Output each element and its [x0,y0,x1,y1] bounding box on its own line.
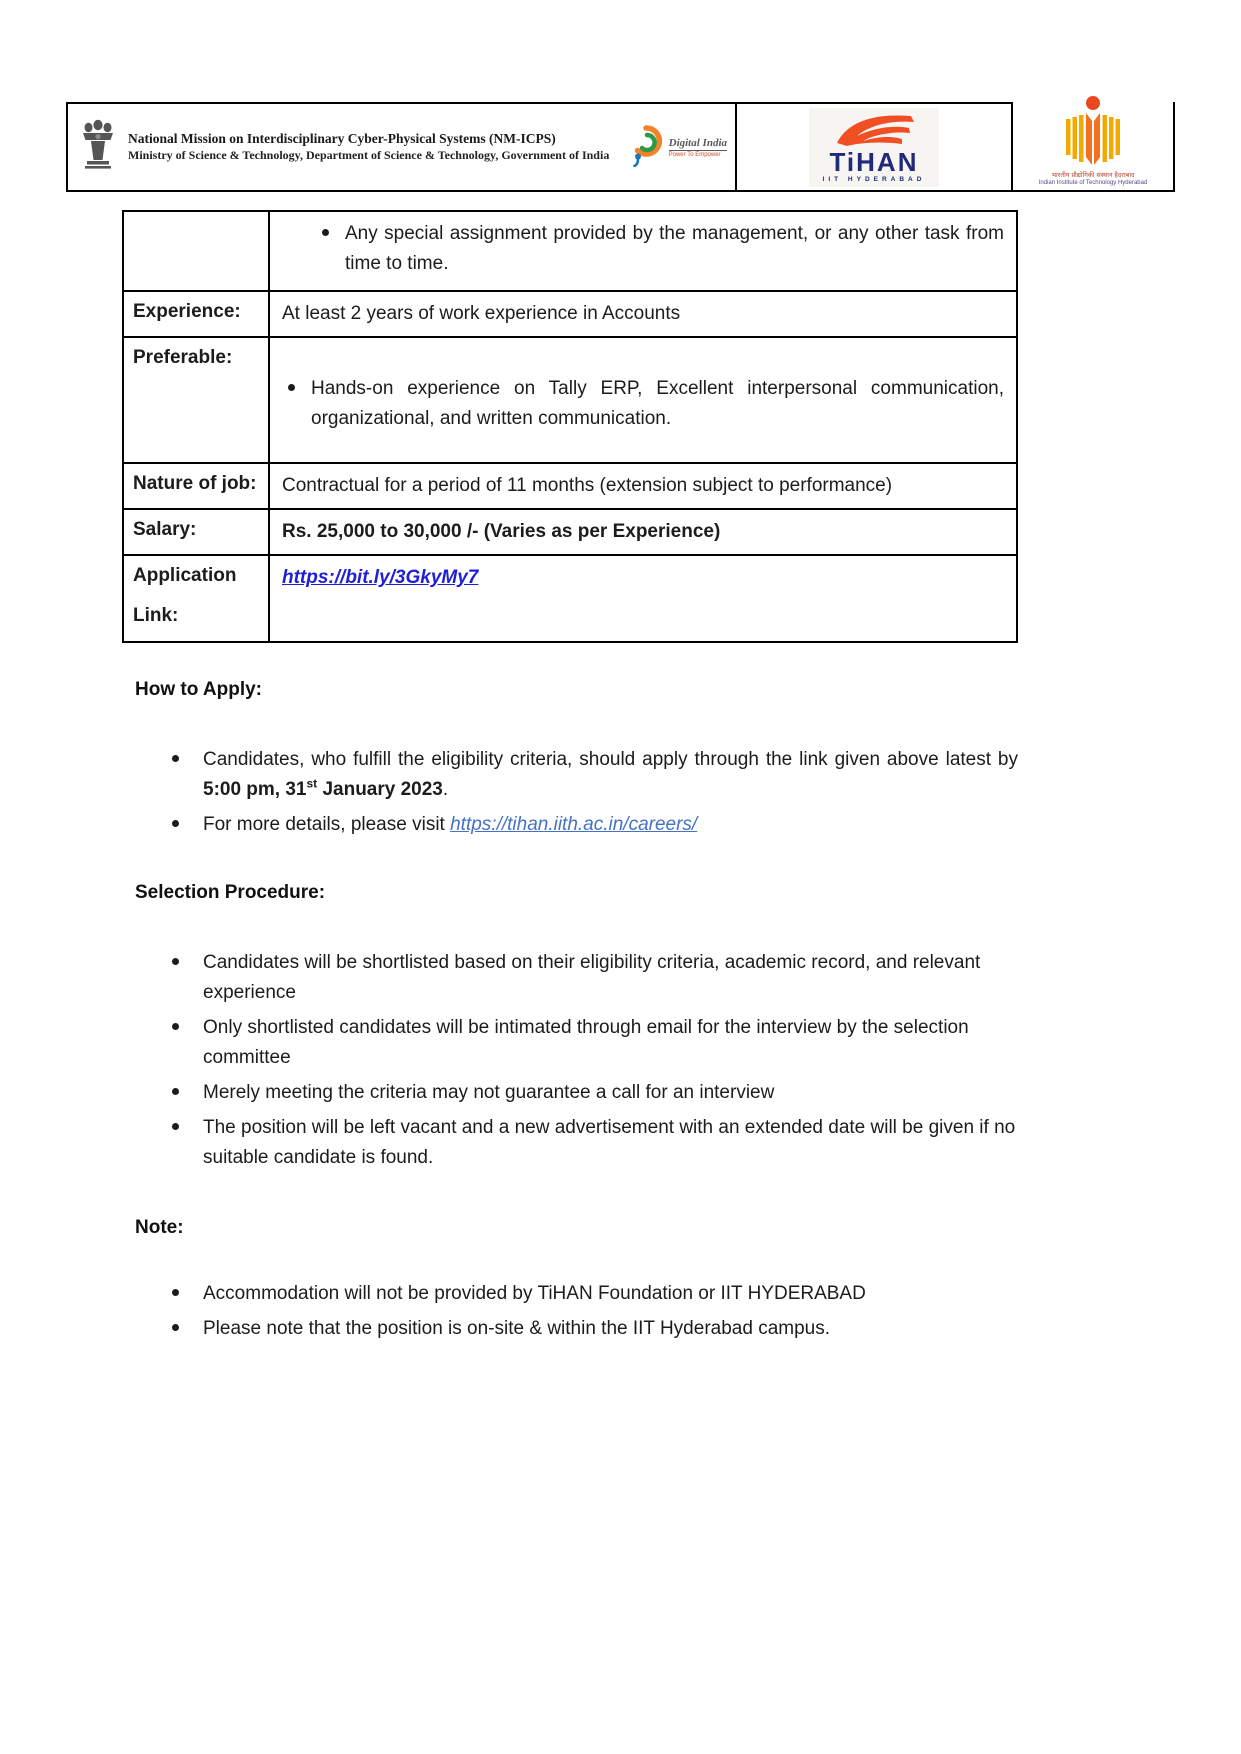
bullet-text: Hands-on experience on Tally ERP, Excellent interpersonal communication, organizational, and written communication. [311,378,1004,429]
careers-link[interactable]: https://tihan.iith.ac.in/careers/ [450,814,698,835]
table-row [123,509,1017,555]
tihan-wordmark: TiHAN [829,146,919,177]
tihan-header-cell [737,102,1013,192]
iith-book-icon [1060,95,1126,170]
row-label [123,555,269,642]
digital-india-logo [627,123,729,172]
row-label-line1: Application [133,565,237,586]
list-item [172,1078,1018,1108]
job-details-table [122,210,1018,643]
note-item-text: Please note that the position is on-site & within the IIT Hyderabad campus. [203,1318,830,1339]
digital-india-swirl-icon [627,123,665,172]
bullet-icon [172,1113,179,1173]
apply-deadline-date: January 2023 [317,779,443,800]
row-value: Rs. 25,000 to 30,000 /- (Varies as per Experience) [269,509,1017,555]
list-item [172,1314,1018,1344]
iith-caption-english: Indian Institute of Technology Hyderabad [1038,179,1148,186]
row-value: Contractual for a period of 11 months (extension subject to performance) [269,463,1017,509]
how-to-apply-heading: How to Apply: [135,679,262,700]
apply-deadline-time: 5:00 pm, 31 [203,779,307,800]
selection-item-text: Only shortlisted candidates will be intimated through email for the interview by the selection committee [203,1017,969,1068]
table-row [123,291,1017,337]
iith-header-cell [1013,102,1175,192]
apply-deadline-text [203,745,1018,805]
how-to-apply-list [172,745,1018,840]
selection-item-text: Merely meeting the criteria may not guarantee a call for an interview [203,1082,775,1103]
nmicps-header-cell [66,102,737,192]
bullet-icon [172,810,179,840]
row-label: Experience: [123,291,269,337]
bullet-icon [172,1314,179,1344]
row-label: Preferable: [123,337,269,463]
digital-india-tagline: Power To Empower [668,151,721,158]
bullet-icon [288,374,295,434]
table-row [123,337,1017,463]
org-title: National Mission on Interdisciplinary Cyber-Physical Systems (NM-ICPS) [128,131,556,147]
digital-india-name: Digital India [668,136,727,149]
tihan-logo [809,108,939,187]
header-strip [66,102,1175,192]
table-row [123,211,1017,291]
selection-item-text: Candidates will be shortlisted based on their eligibility criteria, academic record, and relevant experience [203,952,981,1003]
table-row [123,555,1017,642]
selection-procedure-heading: Selection Procedure: [135,882,326,903]
org-text [128,130,617,164]
iith-logo [1039,95,1148,187]
document-body [0,210,1241,1349]
row-label: Nature of job: [123,463,269,509]
bullet-icon [172,948,179,1008]
digital-india-text [669,137,727,158]
row-label [123,211,269,291]
bullet-icon [172,1078,179,1108]
row-value: At least 2 years of work experience in Accounts [269,291,1017,337]
list-item [172,745,1018,805]
note-list [172,1279,1018,1344]
bullet-item [282,374,1004,434]
bullet-icon [172,1279,179,1309]
note-item-text: Accommodation will not be provided by TiHAN Foundation or IIT HYDERABAD [203,1283,866,1304]
bullet-item [282,219,1004,279]
selection-procedure-list [172,948,1018,1173]
org-subtitle: Ministry of Science & Technology, Department of Science & Technology, Government of India [128,148,610,163]
list-item [172,1113,1018,1173]
more-details-pre: For more details, please visit [203,814,451,835]
bullet-icon [322,219,329,279]
more-details-text [203,810,1018,840]
tihan-subtitle: IIT HYDERABAD [822,175,926,183]
list-item [172,1279,1018,1309]
list-item [172,948,1018,1008]
selection-item-text: The position will be left vacant and a new advertisement with an extended date will be given if no suitable candidate is found. [203,1117,1016,1168]
apply-deadline-pre: Candidates, who fulfill the eligibility criteria, should apply through the link given above latest by [203,749,1018,770]
list-item [172,1013,1018,1073]
apply-deadline-ordinal: st [306,776,318,791]
row-label: Salary: [123,509,269,555]
bullet-icon [172,745,179,805]
list-item [172,810,1018,840]
note-heading: Note: [135,1217,184,1238]
row-label-line2: Link: [133,604,179,626]
application-link[interactable]: https://bit.ly/3GkyMy7 [282,567,479,588]
table-row [123,463,1017,509]
bullet-icon [172,1013,179,1073]
ashoka-emblem-icon [78,118,118,177]
iith-caption-hindi: भारतीय प्रौद्योगिकी संस्थान हैदराबाद [1051,172,1135,179]
apply-deadline-period: . [442,779,449,800]
bullet-text: Any special assignment provided by the management, or any other task from time to time. [345,223,1004,274]
